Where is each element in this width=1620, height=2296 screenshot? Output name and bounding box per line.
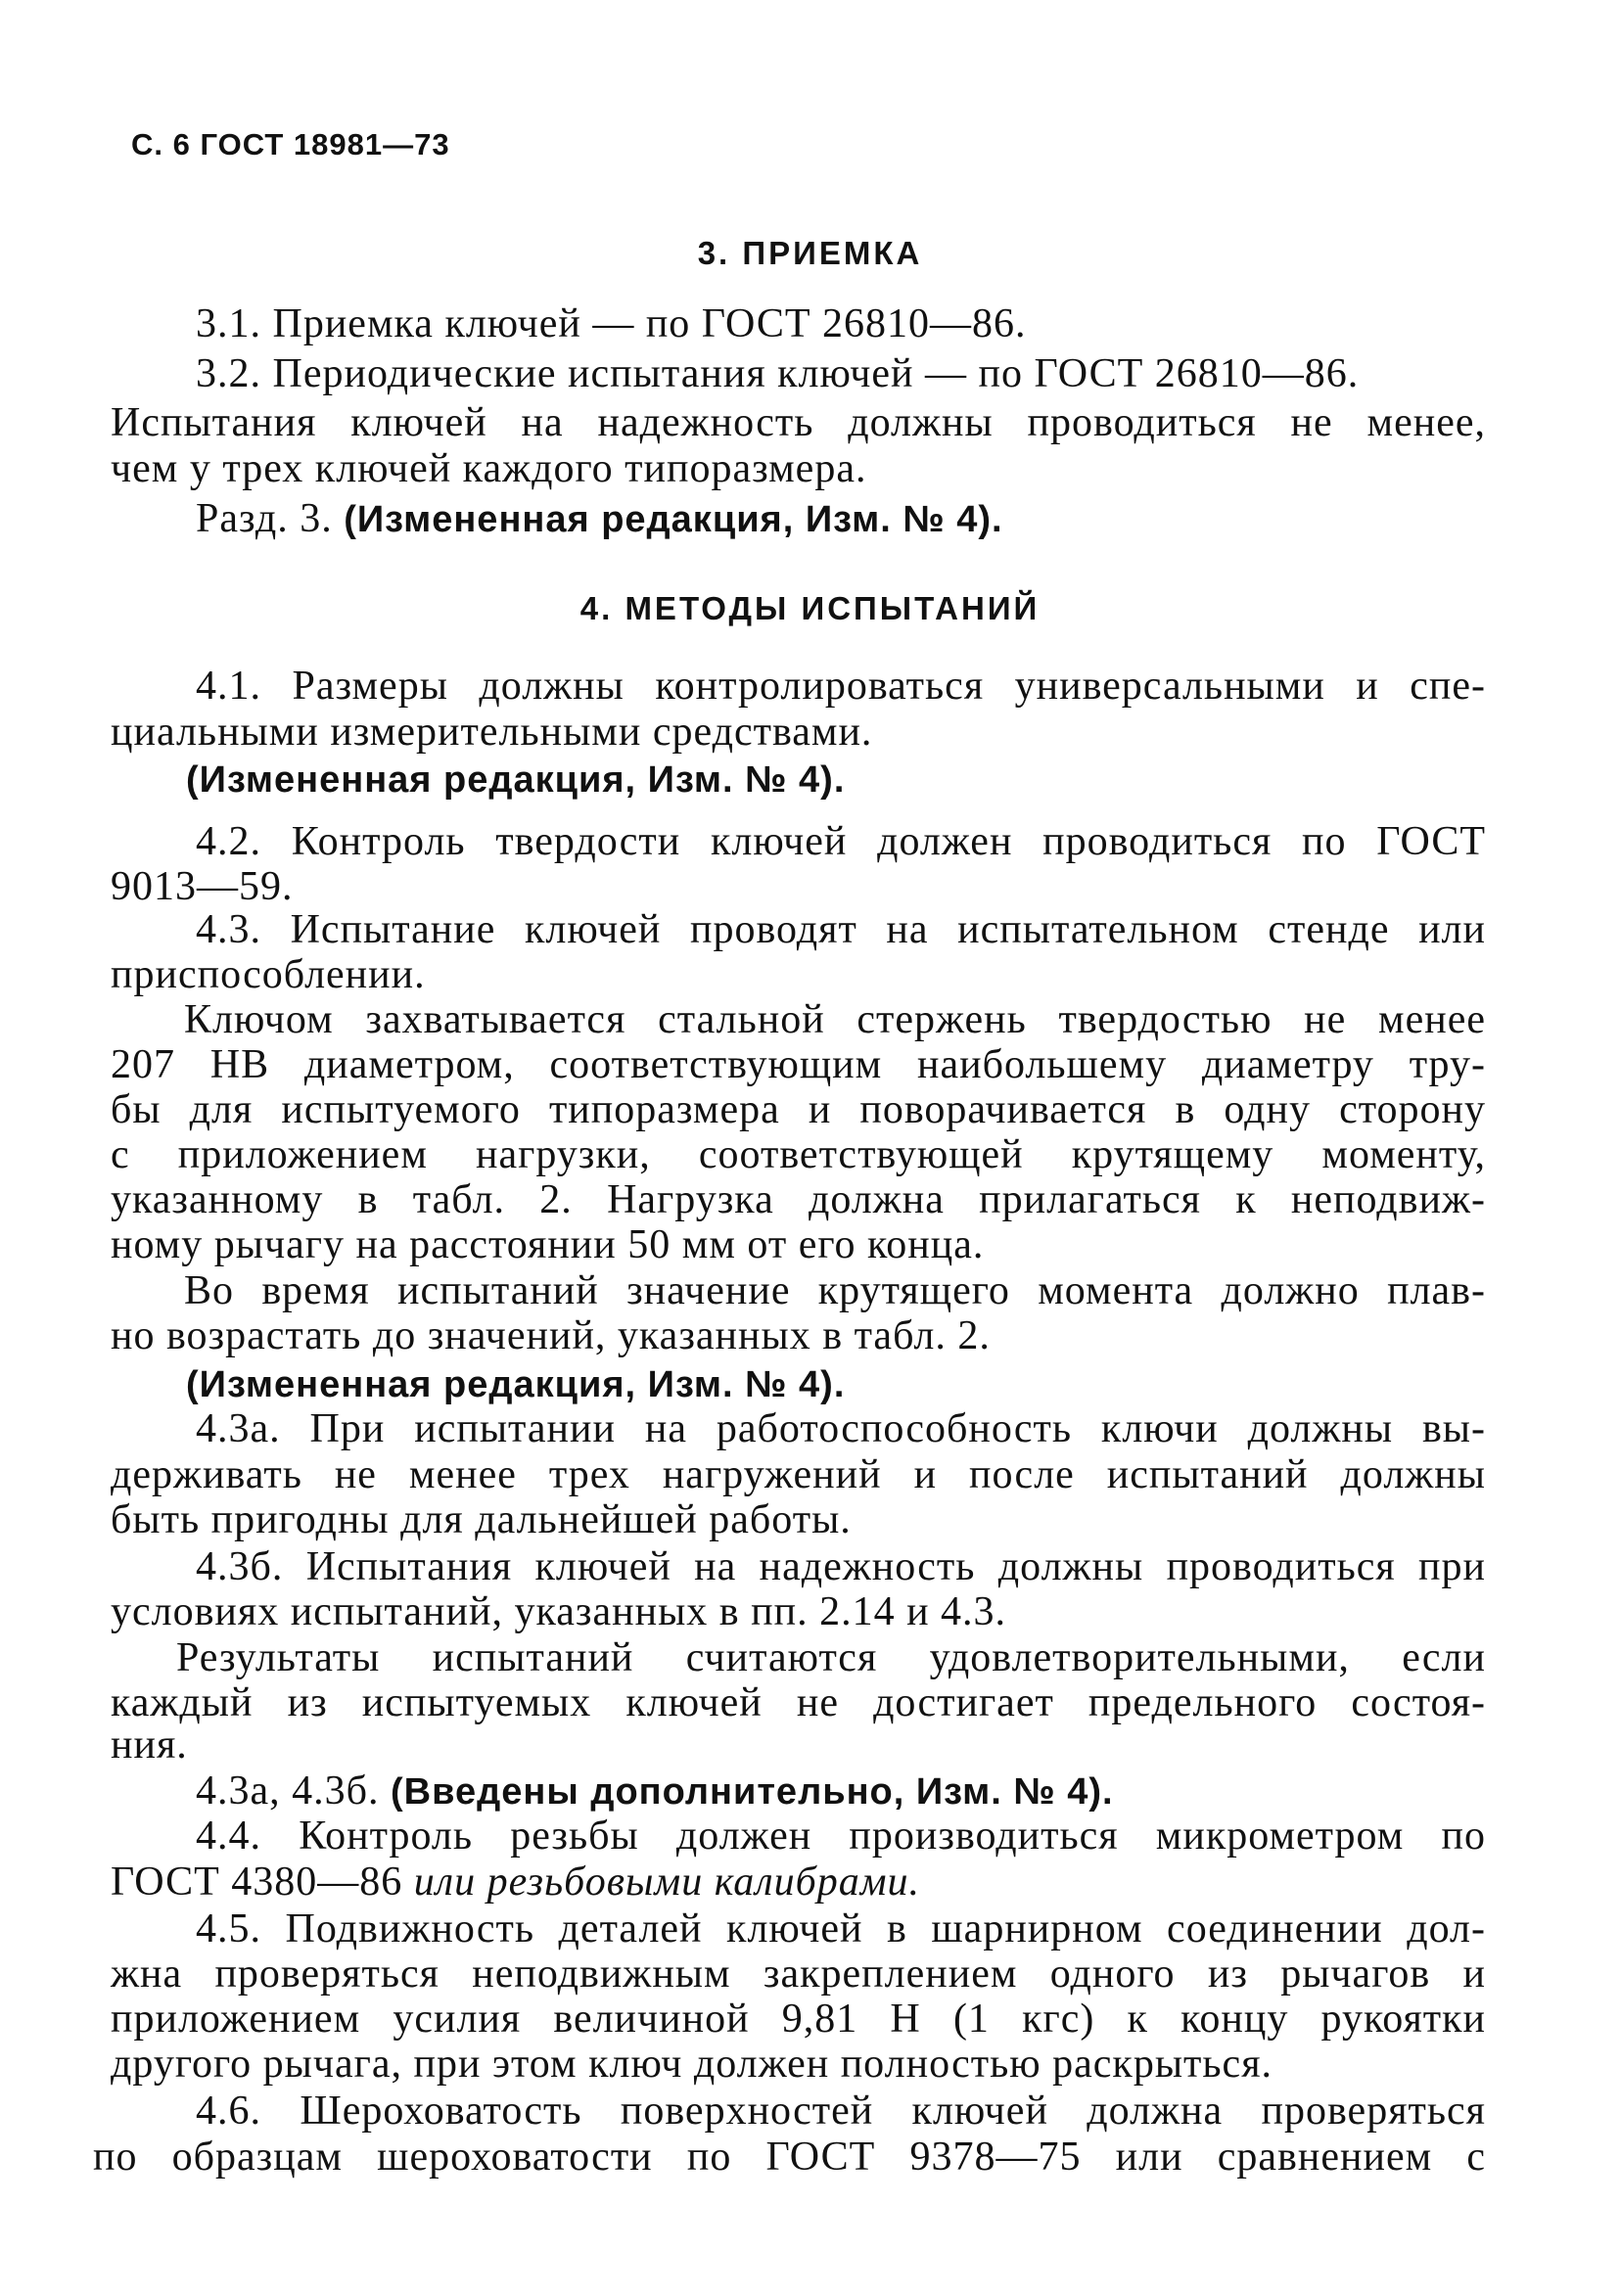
paragraph-4-4-2 xyxy=(111,1859,920,1906)
paragraph-4-1: 4.1. Размеры должны контролироваться универсальными и спе- xyxy=(196,664,1486,709)
note-4-3 xyxy=(186,1360,845,1408)
paragraph-4-6-2: по образцам шероховатости по ГОСТ 9378—75 или сравнением с xyxy=(93,2135,1486,2180)
paragraph-4-3a-2: держивать не менее трех нагружений и после испытаний должны xyxy=(111,1452,1486,1497)
note-4-1 xyxy=(186,756,845,804)
paragraph-4-5-4: другого рычага, при этом ключ должен полностью раскрыться. xyxy=(111,2042,1273,2087)
paragraph-4-6-1: 4.6. Шероховатость поверхностей ключей должна проверяться xyxy=(196,2089,1486,2134)
note-4-3ab xyxy=(196,1768,1114,1815)
section-3-note-prefix: Разд. 3. xyxy=(196,496,345,541)
paragraph-4-3-c1: Во время испытаний значение крутящего момента должно плав- xyxy=(184,1268,1486,1313)
paragraph-results-1: Результаты испытаний считаются удовлетворительными, если xyxy=(176,1635,1486,1680)
paragraph-3-2-cont: Испытания ключей на надежность должны проводиться не менее, xyxy=(111,400,1486,445)
paragraph-4-3b-1: 4.3б. Испытания ключей на надежность должны проводиться при xyxy=(196,1544,1486,1589)
paragraph-3-2-cont2: чем у трех ключей каждого типоразмера. xyxy=(111,446,867,491)
paragraph-results-2: каждый из испытуемых ключей не достигает предельного состоя- xyxy=(111,1680,1486,1725)
paragraph-4-3-c2: но возрастать до значений, указанных в табл. 2. xyxy=(111,1313,991,1358)
paragraph-4-5-1: 4.5. Подвижность деталей ключей в шарнирном соединении дол- xyxy=(196,1906,1486,1952)
paragraph-4-4-1: 4.4. Контроль резьбы должен производиться микрометром по xyxy=(196,1814,1486,1859)
section-4-title: 4. МЕТОДЫ ИСПЫТАНИЙ xyxy=(579,590,1041,626)
paragraph-4-3a-3: быть пригодны для дальнейшей работы. xyxy=(111,1497,852,1542)
section-3-title: 3. ПРИЕМКА xyxy=(697,235,923,271)
paragraph-4-3-b2: 207 НВ диаметром, соответствующим наибольшему диаметру тру- xyxy=(111,1042,1486,1087)
note-4-3-bold: (Измененная редакция, Изм. № 4). xyxy=(186,1364,846,1405)
paragraph-4-3-cont: приспособлении. xyxy=(111,952,426,997)
section-3-note xyxy=(196,495,1003,543)
paragraph-4-3-b5: указанному в табл. 2. Нагрузка должна прилагаться к неподвиж- xyxy=(111,1177,1486,1222)
paragraph-4-2: 4.2. Контроль твердости ключей должен проводиться по ГОСТ xyxy=(196,819,1486,864)
section-3-note-bold: (Измененная редакция, Изм. № 4). xyxy=(344,499,1003,540)
paragraph-3-1: 3.1. Приемка ключей — по ГОСТ 26810—86. xyxy=(196,301,1027,346)
paragraph-4-3: 4.3. Испытание ключей проводят на испытательном стенде или xyxy=(196,907,1486,952)
paragraph-4-5-2: жна проверяться неподвижным закреплением одного из рычагов и xyxy=(111,1952,1486,1997)
paragraph-4-2-cont: 9013—59. xyxy=(111,864,294,909)
paragraph-4-3a-1: 4.3а. При испытании на работоспособность ключи должны вы- xyxy=(196,1406,1486,1451)
note-4-1-bold: (Измененная редакция, Изм. № 4). xyxy=(186,759,846,801)
paragraph-4-4-2b: или резьбовыми калибрами. xyxy=(413,1860,921,1905)
paragraph-4-3-b6: ному рычагу на расстоянии 50 мм от его конца. xyxy=(111,1222,985,1267)
paragraph-4-5-3: приложением усилия величиной 9,81 Н (1 кгс) к концу рукоятки xyxy=(111,1997,1486,2042)
paragraph-4-3b-2: условиях испытаний, указанных в пп. 2.14 и 4.3. xyxy=(111,1589,1007,1634)
note-4-3ab-prefix: 4.3а, 4.3б. xyxy=(196,1768,392,1814)
paragraph-3-2: 3.2. Периодические испытания ключей — по ГОСТ 26810—86. xyxy=(196,351,1360,396)
page-header: С. 6 ГОСТ 18981—73 xyxy=(131,127,450,161)
paragraph-4-4-2a: ГОСТ 4380—86 xyxy=(111,1860,414,1905)
note-4-3ab-bold: (Введены дополнительно, Изм. № 4). xyxy=(391,1771,1114,1813)
paragraph-4-3-b1: Ключом захватывается стальной стержень твердостью не менее xyxy=(184,997,1486,1042)
paragraph-4-3-b3: бы для испытуемого типоразмера и поворачивается в одну сторону xyxy=(111,1087,1486,1132)
paragraph-results-3: ния. xyxy=(111,1722,188,1768)
paragraph-4-3-b4: с приложением нагрузки, соответствующей крутящему моменту, xyxy=(111,1132,1486,1177)
paragraph-4-1-cont: циальными измерительными средствами. xyxy=(111,710,873,755)
